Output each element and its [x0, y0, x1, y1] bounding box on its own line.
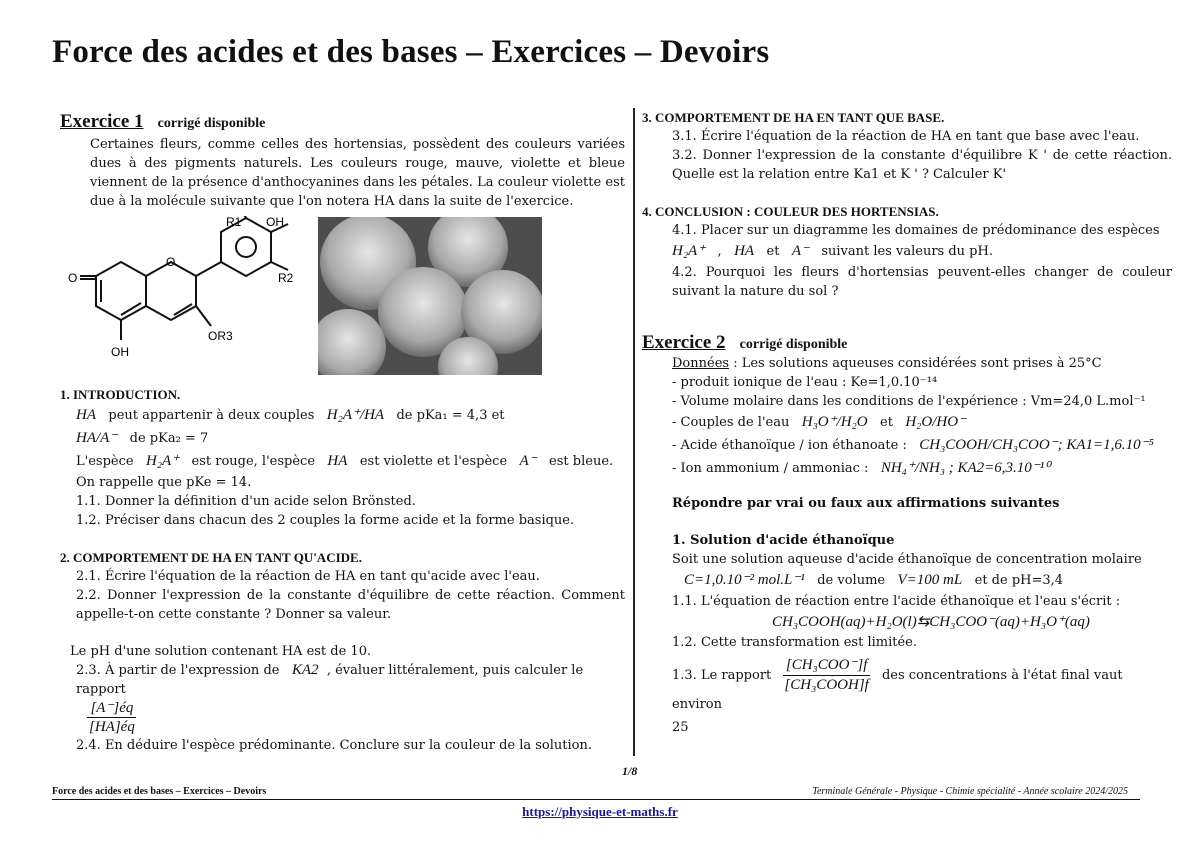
ratio-fraction [60, 699, 625, 736]
text: L'espèce [76, 454, 134, 469]
question-2-3 [60, 661, 625, 699]
question-3-1: 3.1. Écrire l'équation de la réaction de HA en tant que base avec l'eau. [672, 129, 1140, 144]
text: 2.3. À partir de l'expression de [76, 663, 280, 678]
question-2-2: 2.2. Donner l'expression de la constante d'équilibre de cette réaction. Comment appelle-t-on cette constante ? Donner sa valeur. [76, 588, 625, 622]
ka2-symbol: KA2 [291, 662, 319, 678]
data-ke: - produit ionique de l'eau : Ke=1,0.10⁻¹⁴ [672, 375, 938, 390]
text: : Les solutions aqueuses considérées sont prises à 25°C [729, 356, 1102, 371]
text: et [880, 415, 893, 430]
couple-ha-a: HA/A⁻ [76, 430, 118, 446]
couple-acetic: CH₃COOH/CH₃COO⁻; KA1=1,6.10⁻⁵ [919, 437, 1154, 453]
ratio-denominator: [HA]éq [89, 719, 135, 735]
text: de pKa₂ = 7 [129, 431, 209, 446]
text: 1.3. Le rapport [672, 668, 772, 683]
species-h2a: H₂A⁺ [672, 243, 706, 259]
page-title: Force des acides et des bases – Exercices – Devoirs [52, 34, 770, 70]
exercise-2-tag: corrigé disponible [739, 337, 848, 352]
molecule-label-oh-top: OH [266, 216, 284, 229]
molecule-label-oh-bottom: OH [111, 345, 129, 359]
part-1-statement: Soit une solution aqueuse d'acide éthanoïque de concentration molaire [672, 552, 1142, 567]
part-1-values [642, 569, 1172, 592]
molecule-label-or3: OR3 [208, 329, 233, 343]
exercise-1-heading: Exercice 1 [60, 111, 144, 132]
text: est bleue. [549, 454, 614, 469]
question-4-1: 4.1. Placer sur un diagramme les domaines de prédominance des espèces [672, 223, 1160, 238]
text: de volume [817, 573, 886, 588]
column-divider [633, 108, 635, 756]
hydrangea-photo [318, 217, 542, 375]
left-column [60, 112, 625, 755]
text: - Acide éthanoïque / ion éthanoate : [672, 438, 907, 453]
question-2-1: 2.1. Écrire l'équation de la réaction de HA en tant qu'acide avec l'eau. [76, 569, 540, 584]
data-acetic-couple [642, 434, 1172, 457]
species-ha: HA [327, 453, 348, 469]
text: suivant les valeurs du pH. [821, 244, 993, 259]
text: - Couples de l'eau [672, 415, 790, 430]
text: , [717, 244, 722, 259]
question-ex2-1-3 [642, 656, 1172, 714]
donnees-label: Données [672, 356, 730, 371]
section-3-heading: 3. COMPORTEMENT DE HA EN TANT QUE BASE. [642, 110, 945, 125]
couple-ammonium: NH₄⁺/NH₃ ; KA2=6,3.10⁻¹⁰ [880, 460, 1051, 476]
anthocyanin-molecule-diagram [66, 216, 296, 376]
instruction: Répondre par vrai ou faux aux affirmations suivantes [672, 496, 1060, 511]
question-ex2-1-1: 1.1. L'équation de réaction entre l'acide éthanoïque et l'eau s'écrit : [672, 594, 1121, 609]
ratio-denominator: [CH₃COOH]f [784, 677, 869, 693]
footer-right-info: Terminale Générale - Physique - Chimie spécialité - Année scolaire 2024/2025 [812, 786, 1128, 797]
section-1-heading: 1. INTRODUCTION. [60, 387, 181, 402]
molecule-label-o-left: O [68, 271, 78, 285]
exercise-1-tag: corrigé disponible [157, 116, 266, 131]
text: et [766, 244, 780, 259]
species-h2a: H₂A⁺ [145, 453, 180, 469]
volume-value: V=100 mL [897, 572, 963, 588]
molecule-label-r1: R1 [226, 216, 242, 229]
species-ha: HA [734, 243, 755, 259]
text: de pKa₁ = 4,3 et [396, 408, 505, 423]
website-link[interactable]: https://physique-et-maths.fr [522, 804, 678, 819]
ratio-numerator: [CH₃COO⁻]f [783, 656, 870, 676]
question-1-2: 1.2. Préciser dans chacun des 2 couples la forme acide et la forme basique. [76, 513, 575, 528]
exercise-1-intro: Certaines fleurs, comme celles des hortensias, possèdent des couleurs variées dues à des pigments naturels. Les couleurs rouge, mauve, violette et bleue viennent de la présence d'anthocyanines dans les pétales. La couleur violette est due à la molécule suivante que l'on notera HA dans la suite de l'exercice. [90, 137, 625, 209]
species-ha: HA [76, 407, 96, 423]
section-4-heading: 4. CONCLUSION : COULEUR DES HORTENSIAS. [642, 204, 939, 219]
text: et de pH=3,4 [974, 573, 1064, 588]
text: est rouge, l'espèce [191, 454, 316, 469]
exercise-1-header [60, 112, 625, 133]
ratio-numerator: [A⁻]éq [87, 699, 136, 718]
reaction-equation: CH₃COOH(aq)+H₂O(l)⇆CH₃COO⁻(aq)+H₃O⁺(aq) [772, 614, 1090, 630]
intro-couple-2-line [60, 427, 625, 450]
species-colors-line [60, 450, 625, 473]
section-2-heading: 2. COMPORTEMENT DE HA EN TANT QU'ACIDE. [60, 550, 362, 565]
couple-h3o-h2o: H₃O⁺/H₂O [801, 414, 868, 430]
question-1-1: 1.1. Donner la définition d'un acide selon Brönsted. [76, 494, 416, 509]
question-4-2: 4.2. Pourquoi les fleurs d'hortensias peuvent-elles changer de couleur suivant la nature du sol ? [672, 265, 1172, 299]
question-4-1-species [642, 240, 1172, 263]
question-2-4: 2.4. En déduire l'espèce prédominante. Conclure sur la couleur de la solution. [76, 738, 593, 753]
molecule-label-r2: R2 [278, 271, 294, 285]
data-vm: - Volume molaire dans les conditions de l'expérience : Vm=24,0 L.mol⁻¹ [672, 394, 1146, 409]
couple-h2a-ha: H₂A⁺/HA [326, 407, 385, 423]
text: des concentrations à l'état final vaut environ [672, 668, 1123, 712]
text: peut appartenir à deux couples [108, 408, 315, 423]
right-column [642, 108, 1172, 737]
question-ex2-1-2: 1.2. Cette transformation est limitée. [672, 635, 917, 650]
part-1-heading: 1. Solution d'acide éthanoïque [672, 533, 895, 548]
species-a: A⁻ [519, 453, 537, 469]
intro-couples-line [60, 404, 625, 427]
data-water-couples [642, 411, 1172, 434]
species-a: A⁻ [791, 243, 809, 259]
footer-left-title: Force des acides et des bases – Exercices – Devoirs [52, 786, 267, 797]
data-ammonium-couple [642, 457, 1172, 480]
ph-statement: Le pH d'une solution contenant HA est de 10. [70, 644, 372, 659]
donnees-line [642, 354, 1172, 373]
text: , évaluer littéralement, puis calculer le rapport [76, 663, 584, 697]
question-ex2-1-3-value: 25 [672, 720, 689, 735]
footer-rule [52, 799, 1140, 800]
exercise-2-header [642, 333, 1172, 354]
couple-h2o-ho: H₂O/HO⁻ [905, 414, 966, 430]
text: est violette et l'espèce [359, 454, 508, 469]
figure-row [66, 215, 625, 377]
page-number: 1/8 [622, 764, 638, 778]
text: - Ion ammonium / ammoniac : [672, 461, 869, 476]
question-3-2: 3.2. Donner l'expression de la constante d'équilibre K ' de cette réaction. Quelle est la relation entre Ka1 et K ' ? Calculer K' [672, 148, 1172, 182]
pke-reminder: On rappelle que pKe = 14. [76, 475, 252, 490]
molecule-label-o-ring: O [166, 255, 176, 269]
exercise-2-heading: Exercice 2 [642, 332, 726, 353]
concentration-value: C=1,0.10⁻² mol.L⁻¹ [684, 572, 805, 588]
